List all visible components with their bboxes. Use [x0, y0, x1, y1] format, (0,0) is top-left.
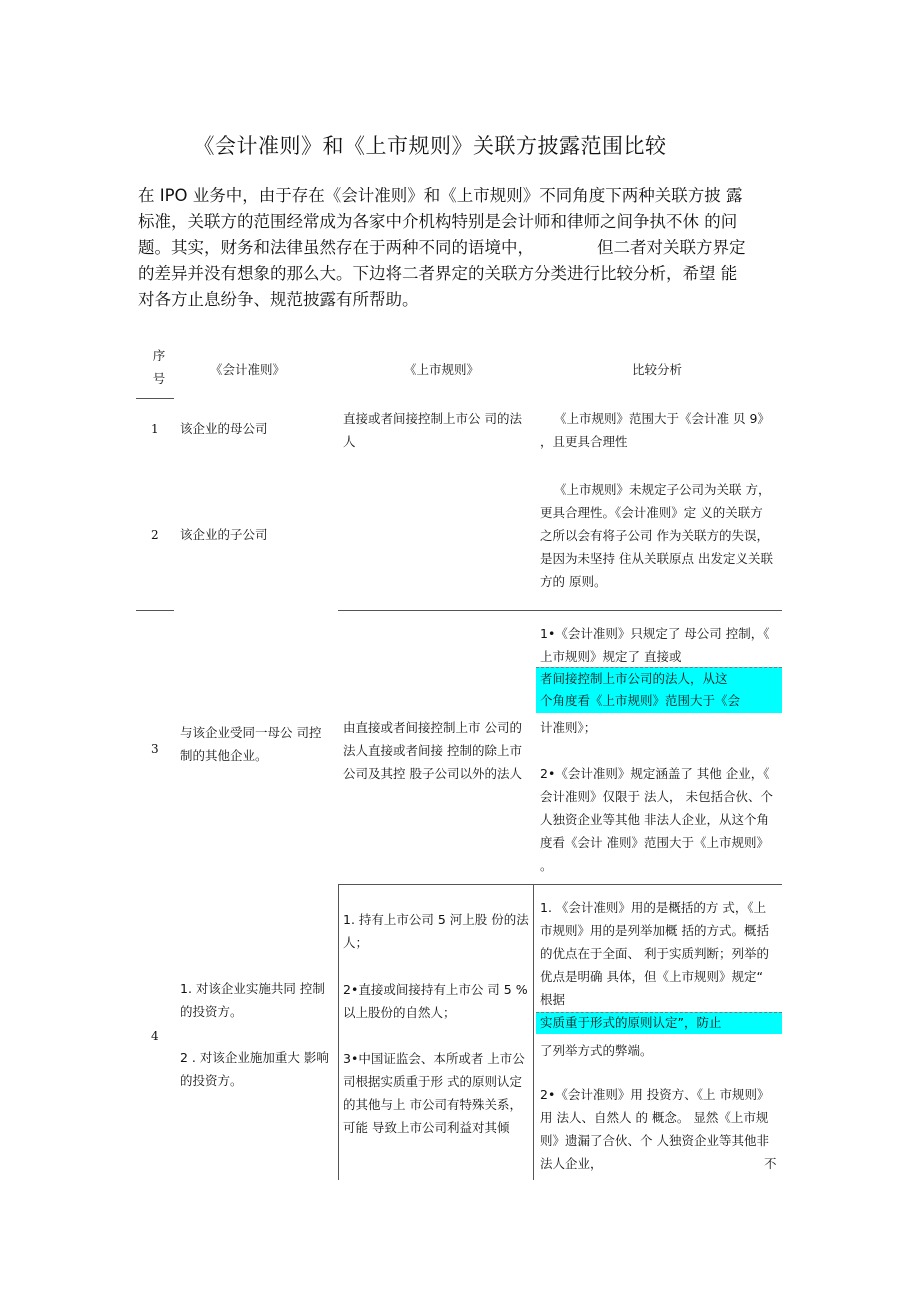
intro-paragraph [138, 183, 778, 313]
row4-listing-2: 2•直接或间接持有上市公 司 5 % 以上股份的自然人； [343, 982, 528, 1020]
row3-accounting: 与该企业受同一母公 司控 制的其他企业。 [180, 725, 322, 763]
column-divider [533, 884, 534, 1180]
row3-analysis-highlight: 者间接控制上市公司的法人，从这 个角度看《上市规则》范围大于《会 [540, 671, 741, 708]
row4-listing-3: 3•中国证监会、本所或者 上市公 司根据实质重于形 式的原则认定 的其他与上 市公司有特殊关系， 可能 导致上市公司利益对其倾 [343, 1051, 525, 1135]
row-divider [136, 610, 174, 611]
row1-accounting: 该企业的母公司 [180, 421, 268, 436]
row-number: 2 [151, 528, 159, 542]
row4-analysis-highlight: 实质重于形式的原则认定”，防止 [540, 1015, 722, 1030]
header-seq: 序 号 [152, 348, 166, 386]
row2-accounting: 该企业的子公司 [180, 527, 268, 542]
row4-accounting-1: 1. 对该企业实施共同 控制 的投资方。 [180, 981, 325, 1019]
column-divider [338, 884, 339, 1180]
header-listing: 《上市规则》 [404, 362, 480, 377]
row4-analysis-point2: 2•《会计准则》用 投资方、《上 市规则》 用 法人、自然人 的 概念。 显然《上市规 则》遗漏了合伙、个 人独资企业等其他非 [540, 1087, 770, 1148]
row-number: 3 [151, 742, 159, 756]
intro-line: 标准，关联方的范围经常成为各家中介机构特别是会计师和律师之间争执不休 的问 [138, 212, 738, 231]
row3-analysis-point2: 2•《会计准则》规定涵盖了 其他 企业，《 会计准则》仅限于 法人， 未包括合伙、个 人独资企业等其他 非法人企业，从这个角 度看《会计 准则》范围大于《上市规则》 。 [540, 766, 773, 873]
row3-analysis: 1•《会计准则》只规定了 母公司 控制，《 上市规则》规定了 直接或 [540, 626, 770, 664]
row4-accounting-2: 2 . 对该企业施加重大 影响 的投资方。 [180, 1050, 329, 1088]
header-analysis: 比较分析 [632, 362, 683, 377]
header-accounting: 《会计准则》 [210, 362, 286, 377]
row1-listing: 直接或者间接控制上市公 司的法 人 [343, 411, 522, 449]
row1-analysis: 《上市规则》范围大于《会计准 贝 9》 ，且更具合理性 [540, 411, 770, 449]
row2-analysis: 《上市规则》未规定子公司为关联 方， 更具合理性。《会计准则》定 义的关联方 之所以会有将子公司 作为关联方的失误， 是因为未坚持 住从关联原点 出发定义关联 方的 原则。 [540, 482, 773, 589]
row4-listing-1: 1. 持有上市公司 5 河上股 份的法 人； [343, 912, 529, 950]
row4-analysis-1: 1. 《会计准则》用的是概括的方 式，《上 市规则》用的是列举加概 括的方式。概括 的优点在于全面、 利于实质判断；列举的 优点是明确 具体，但《上市规则》规定“ 根据 [540, 900, 769, 1007]
row4-analysis-end: 了列举方式的弊端。 [540, 1043, 653, 1058]
row4-analysis-last: 法人企业， [540, 1156, 603, 1171]
row-number: 4 [151, 1029, 159, 1043]
intro-line: 对各方止息纷争、规范披露有所帮助。 [138, 290, 419, 309]
row3-analysis-end: 计准则》； [540, 720, 597, 735]
intro-line: 在 IPO 业务中，由于存在《会计准则》和《上市规则》不同角度下两种关联方披 露 [138, 186, 743, 205]
row4-analysis-last-right: 不 [764, 1156, 777, 1171]
row-divider [338, 884, 782, 885]
intro-line: 的差异并没有想象的那么大。下边将二者界定的关联方分类进行比较分析，希望 能 [138, 264, 738, 283]
row3-listing: 由直接或者间接控制上市 公司的 法人直接或者间接 控制的除上市 公司及其控 股子公司以外的法人 [343, 720, 522, 781]
intro-line: 题。其实，财务和法律虽然存在于两种不同的语境中， 但二者对关联方界定 [138, 238, 746, 257]
row-number: 1 [151, 422, 159, 436]
document-title: 《会计准则》和《上市规则》关联方披露范围比较 [193, 134, 667, 158]
header-divider [136, 398, 174, 399]
row-divider [338, 610, 782, 611]
